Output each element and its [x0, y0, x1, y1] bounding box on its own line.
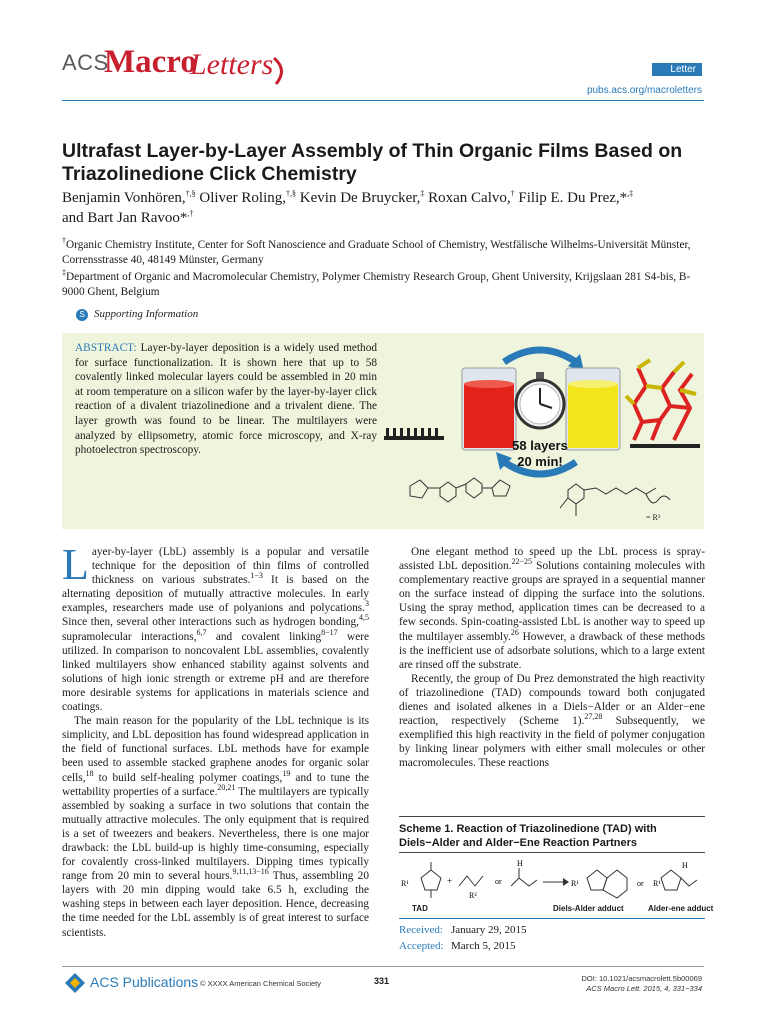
body-text: It is based on the alternating deposition of mutually attractive molecules. In early examples, researchers made use of polyanions and polycations.: [62, 574, 369, 615]
left-column: [62, 540, 369, 940]
author-affil-mark: ,†: [187, 209, 194, 218]
body-text: to build self-healing polymer coatings,: [93, 771, 283, 784]
article-title: Ultrafast Layer-by-Layer Assembly of Thin Organic Films Based on Triazolinedione Click Chemistry: [62, 140, 683, 185]
supporting-info-link[interactable]: Supporting Information: [94, 308, 199, 320]
citation-ref[interactable]: 6,7: [196, 627, 207, 637]
affiliation-mark: ‡: [62, 268, 66, 278]
citation-ref[interactable]: 19: [282, 768, 291, 778]
body-text: The multilayers are typically assembled by soaking a surface in two solutions that contain the mutually attractive molecules. The only equipment that is required is a set of tweezers and beakers. Nevertheless, there is one major drawback: the LbL build-up is highly time-consuming, especially for covalently cross-linked multilayers. Dipping times typically range from 20 min to several hours.: [62, 785, 369, 883]
r2-label: R²: [469, 891, 477, 900]
scheme-label-tad: TAD: [412, 904, 428, 913]
author-list: [62, 188, 722, 228]
doi[interactable]: DOI: 10.1021/acsmacrolett.5b00069: [581, 974, 702, 983]
body-text: Since then, several other interactions such as hydrogen bonding,: [62, 616, 359, 629]
multilayer-network-icon: [626, 360, 700, 448]
h-label: H: [682, 861, 688, 870]
affiliation-text: Department of Organic and Macromolecular Chemistry, Polymer Chemistry Research Group, Ghent University, Krijgslaan 281 S4-bis, B-9000 Ghent, Belgium: [62, 271, 691, 298]
forward-arrow-icon: [504, 350, 576, 362]
paragraph: [62, 714, 369, 940]
citation-ref[interactable]: 20,21: [217, 782, 236, 792]
accepted-date: [399, 938, 515, 954]
toc-label-line1: 58 layers: [512, 438, 568, 453]
accepted-value: March 5, 2015: [451, 940, 516, 952]
toc-graphic: [384, 338, 702, 524]
header-divider: [62, 100, 704, 101]
footer-rule: [62, 966, 704, 967]
affiliation: [62, 270, 712, 300]
citation-ref[interactable]: 22−25: [511, 557, 532, 567]
scheme-label-ae: Alder-ene adduct: [648, 904, 714, 913]
paragraph: [399, 672, 705, 771]
author-affil-mark: ‡: [420, 189, 425, 198]
stopwatch-icon: [516, 372, 564, 428]
scheme-title: Scheme 1. Reaction of Triazolinedione (TAD) with Diels−Alder and Alder−Ene Reaction Partners: [399, 823, 657, 849]
body-text: Thus, assembling 20 layers with 20 min dipping would take 6.5 h, excluding the washing steps in between each layer deposition. Hence, decreasing the time needed for the LbL assembly is of great interest to surface scientists.: [62, 870, 369, 939]
diene-structure: [459, 876, 483, 886]
scheme-top-rule: [399, 816, 705, 817]
body-text: However, a drawback of these methods is the inefficient use of adsorbate solutions, which to a large extent are rinsed off the substrate.: [399, 630, 705, 671]
affiliation-text: Organic Chemistry Institute, Center for Soft Nanoscience and Graduate School of Chemistry, Westfälische Wilhelms-Universität Münster, Corrensstrasse 40, 48149 Münster, Germany: [62, 239, 691, 266]
scheme-label-da: Diels-Alder adduct: [553, 904, 624, 913]
author-affil-mark: †,§: [185, 189, 196, 198]
author-name[interactable]: and Bart Jan Ravoo*: [62, 210, 188, 226]
divalent-tad-structure: [410, 478, 510, 502]
received-date: [399, 922, 526, 938]
body-text: supramolecular interactions,: [62, 630, 197, 643]
article-type-badge: Letter: [652, 63, 702, 76]
alder-ene-adduct-structure: [661, 870, 697, 890]
citation-ref[interactable]: 27,28: [584, 712, 603, 722]
ene-structure: [511, 868, 537, 886]
author-affil-mark: †: [510, 189, 515, 198]
journal-url[interactable]: pubs.acs.org/macroletters: [586, 85, 702, 96]
scheme-graphic: [399, 856, 705, 908]
r1-label: R¹: [571, 879, 579, 888]
diels-alder-adduct-structure: [587, 870, 627, 898]
substrate-before-icon: [384, 428, 444, 440]
received-value: January 29, 2015: [451, 924, 527, 936]
publisher-name[interactable]: ACS Publications: [90, 974, 199, 990]
tad-structure: [421, 862, 441, 898]
abstract: [75, 341, 377, 458]
dates-rule: [399, 918, 705, 919]
journal-logo-letters: Letters: [190, 48, 274, 81]
supporting-info-icon[interactable]: S: [76, 309, 88, 321]
plus-sign: +: [447, 876, 453, 886]
body-text: The main reason for the popularity of the LbL technique is its simplicity, and LbL deposition has found widespread application in the field of functional surfaces. LbL methods have for example been used to assemble stacked graphene anodes for organic solar cells,: [62, 715, 369, 784]
citation-ref[interactable]: 18: [85, 768, 94, 778]
abstract-text: Layer-by-layer deposition is a widely used method for surface functionalization. It is shown here that up to 58 covalently linked molecular layers could be assembled in 20 min at room temperature on a silicon wafer by the layer-by-layer click reaction of a divalent triazolinedione and a trivalent diene. The layer growth was found to be linear. The multilayers were analyzed by ellipsometry, atomic force microscopy, and X-ray photoelectron spectroscopy.: [75, 342, 377, 457]
or-label: or: [637, 879, 644, 888]
author-affil-mark: ,‡: [627, 189, 634, 198]
citation-ref[interactable]: 8−17: [321, 627, 338, 637]
paragraph: [62, 540, 369, 714]
body-text: and covalent linking: [206, 630, 322, 643]
affiliation-mark: †: [62, 236, 66, 246]
page-number: 331: [374, 976, 390, 986]
author-name[interactable]: Benjamin Vonhören,: [62, 190, 186, 206]
copyright: © XXXX American Chemical Society: [200, 979, 321, 988]
citation: ACS Macro Lett. 2015, 4, 331−334: [586, 984, 702, 993]
r1-label: R¹: [653, 879, 661, 888]
h-label: H: [517, 859, 523, 868]
logo-swoosh-icon: [272, 56, 292, 86]
journal-logo-acs: ACS: [62, 50, 109, 75]
body-text: Subsequently, we exemplified this high reactivity in the field of polymer conjugation by linking linear polymers with either small molecules or other macromolecules. These reactions: [399, 715, 705, 770]
trivalent-diene-structure: [560, 484, 670, 516]
body-text: ayer-by-layer (LbL) assembly is a popular and versatile technique for the deposition of thin films of controlled thickness on various substrates.: [91, 546, 369, 587]
right-column: [399, 545, 705, 771]
citation-ref[interactable]: 9,11,13−16: [232, 867, 269, 877]
body-text: were utilized. In comparison to noncovalent LbL assemblies, covalently linked multilayers show enhanced stability against solvents and solutions of high ionic strength or extreme pH and are therefore more desirable systems for applications in materials science and coatings.: [62, 630, 369, 714]
author-name[interactable]: Filip E. Du Prez,*: [514, 190, 628, 206]
affiliation: [62, 238, 712, 268]
body-text: and to tune the wettability properties of a surface.: [62, 771, 369, 798]
yellow-beaker-icon: [566, 368, 620, 450]
toc-label-line2: 20 min!: [517, 454, 563, 469]
red-beaker-icon: [462, 368, 516, 450]
author-affil-mark: †,§: [286, 189, 297, 198]
body-text: Solutions containing molecules with complementary reactive groups are sprayed in a sequential manner on the surface instead of dipping the surface into the solutions. Using the spray method, application times can be decreased to a few seconds. Spin-coating-assisted LbL is another way to speed up the multilayer assembly.: [399, 560, 705, 643]
or-label: or: [495, 877, 502, 886]
author-name[interactable]: Oliver Roling,: [195, 190, 287, 206]
citation-ref[interactable]: 1−3: [250, 571, 263, 581]
author-name[interactable]: Kevin De Bruycker,: [296, 190, 421, 206]
toc-label: [512, 438, 568, 469]
r3-label: = R³: [646, 513, 661, 522]
journal-logo-macro: Macro: [104, 44, 197, 80]
citation-ref[interactable]: 3: [365, 599, 369, 609]
paragraph: [399, 545, 705, 672]
citation-ref[interactable]: 4,5: [359, 613, 369, 623]
dropcap: L: [62, 540, 89, 589]
abstract-label: ABSTRACT:: [75, 342, 137, 354]
body-text: Recently, the group of Du Prez demonstrated the high reactivity of triazolinedione (TAD) compounds toward both conjugated dienes and isolated alkenes in a Diels−Alder or an Alder−ene reaction, respectively (Scheme 1).: [399, 672, 705, 728]
citation-ref[interactable]: 26: [510, 627, 519, 637]
author-name[interactable]: Roxan Calvo,: [424, 190, 511, 206]
r1-label: R¹: [401, 879, 409, 888]
scheme-title-rule: [399, 852, 705, 853]
acs-publications-logo-icon: [64, 972, 86, 994]
body-text: One elegant method to speed up the LbL process is spray-assisted LbL deposition.: [399, 546, 705, 573]
accepted-label: Accepted:: [399, 940, 444, 952]
received-label: Received:: [399, 924, 443, 936]
